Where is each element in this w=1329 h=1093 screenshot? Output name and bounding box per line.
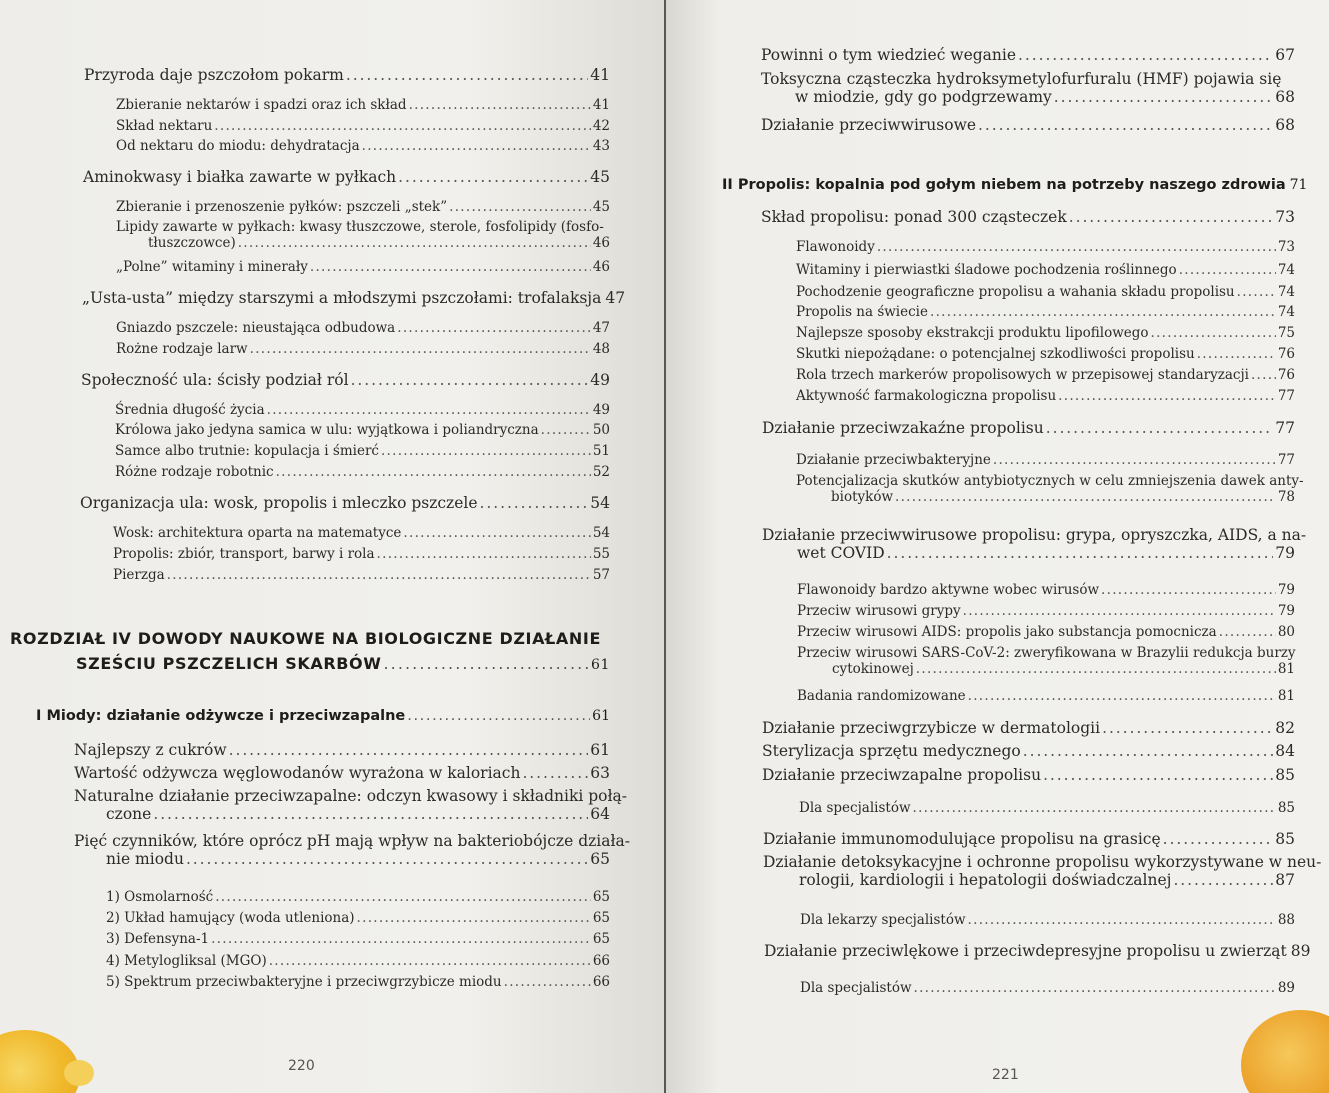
toc-entry: Zbieranie nektarów i spadzi oraz ich skład . . . 41 <box>116 97 610 113</box>
toc-entry: Działanie przeciwwirusowe . . . 68 <box>761 116 1295 134</box>
toc-entry: Społeczność ula: ścisły podział ról . . . 49 <box>81 371 610 389</box>
toc-entry: Działanie detoksykacyjne i ochronne propolisu wykorzystywane w neu- rologii, kardiologii i hepatologii doświadczalnej . . . 87 <box>763 853 1295 889</box>
toc-entry: Skład nektaru . . . 42 <box>116 118 610 134</box>
toc-entry: Powinni o tym wiedzieć weganie . . . 67 <box>761 46 1295 64</box>
toc-entry: Toksyczna cząsteczka hydroksymetylofurfuralu (HMF) pojawia się w miodzie, gdy go podgrzewamy . . . 68 <box>761 70 1295 106</box>
toc-entry: Pięć czynników, które oprócz pH mają wpływ na bakteriobójcze działa- nie miodu . . . 65 <box>74 832 610 868</box>
toc-entry: „Polne” witaminy i minerały . . . 46 <box>116 259 610 275</box>
toc-entry: Zbieranie i przenoszenie pyłków: pszczeli „stek” . . . 45 <box>116 199 610 215</box>
toc-entry: Lipidy zawarte w pyłkach: kwasy tłuszczowe, sterole, fosfolipidy (fosfo- tłuszczowce) . . . 46 <box>116 219 610 251</box>
honey-drop-decoration <box>1241 1010 1329 1093</box>
toc-entry: Średnia długość życia . . . 49 <box>115 402 610 418</box>
toc-entry: Flawonoidy bardzo aktywne wobec wirusów . . . 79 <box>797 582 1295 598</box>
toc-entry: Aktywność farmakologiczna propolisu . . . 77 <box>796 388 1295 404</box>
toc-entry: 1) Osmolarność . . . 65 <box>106 889 610 905</box>
toc-entry: Wosk: architektura oparta na matematyce . . . 54 <box>113 525 610 541</box>
toc-entry: Aminokwasy i białka zawarte w pyłkach . . . 45 <box>83 168 610 186</box>
toc-entry: Flawonoidy . . . 73 <box>796 239 1295 255</box>
toc-entry: „Usta-usta” między starszymi a młodszymi pszczołami: trofalaksja 47 <box>82 289 626 307</box>
toc-entry: Działanie przeciwwirusowe propolisu: grypa, opryszczka, AIDS, a na- wet COVID . . . 79 <box>762 526 1295 562</box>
toc-entry: Od nektaru do miodu: dehydratacja . . . 43 <box>116 138 610 154</box>
toc-entry: 2) Układ hamujący (woda utleniona) . . . 65 <box>106 910 610 926</box>
toc-entry: Samce albo trutnie: kopulacja i śmierć . . . 51 <box>115 443 610 459</box>
honey-drop-decoration <box>64 1060 94 1086</box>
toc-entry: Badania randomizowane . . . 81 <box>797 688 1295 704</box>
toc-entry: 3) Defensyna-1 . . . 65 <box>106 931 610 947</box>
toc-entry: Królowa jako jedyna samica w ulu: wyjątkowa i poliandryczna . . . 50 <box>115 422 610 438</box>
honey-drop-decoration <box>0 1030 80 1093</box>
toc-entry: Propolis na świecie . . . 74 <box>796 304 1295 320</box>
toc-entry: Dla specjalistów . . . 89 <box>800 980 1295 996</box>
toc-entry: Propolis: zbiór, transport, barwy i rola . . . 55 <box>113 546 610 562</box>
toc-entry: Działanie przeciwbakteryjne . . . 77 <box>796 452 1295 468</box>
toc-entry: Działanie przeciwzapalne propolisu . . . 85 <box>762 766 1295 784</box>
toc-entry: Witaminy i pierwiastki śladowe pochodzenia roślinnego . . . 74 <box>796 262 1295 278</box>
toc-entry: Naturalne działanie przeciwzapalne: odczyn kwasowy i składniki połą- czone . . . 64 <box>74 787 610 823</box>
toc-entry: Działanie przeciwgrzybicze w dermatologii . . . 82 <box>762 719 1295 737</box>
toc-entry: Skład propolisu: ponad 300 cząsteczek . . . 73 <box>761 208 1295 226</box>
page-number: 220 <box>288 1058 315 1074</box>
toc-entry: Potencjalizacja skutków antybiotycznych w celu zmniejszenia dawek anty- biotyków . . . 78 <box>796 473 1295 505</box>
toc-entry: Przeciw wirusowi SARS-CoV-2: zweryfikowana w Brazylii redukcja burzy cytokinowej . . . 81 <box>797 645 1295 677</box>
toc-entry: Dla lekarzy specjalistów . . . 88 <box>800 912 1295 928</box>
toc-entry: Różne rodzaje robotnic . . . 52 <box>115 464 610 480</box>
toc-entry: Najlepszy z cukrów . . . 61 <box>74 741 610 759</box>
toc-entry: Rożne rodzaje larw . . . 48 <box>116 341 610 357</box>
toc-entry: Najlepsze sposoby ekstrakcji produktu lipofilowego . . . 75 <box>796 325 1295 341</box>
section-heading: I Miody: działanie odżywcze i przeciwzapalne . . . 61 <box>36 708 610 724</box>
toc-entry: Działanie przeciwlękowe i przeciwdepresyjne propolisu u zwierząt 89 <box>764 942 1311 960</box>
left-page <box>0 0 664 1093</box>
toc-entry: Gniazdo pszczele: nieustająca odbudowa . . . 47 <box>116 320 610 336</box>
toc-entry: Działanie immunomodulujące propolisu na grasicę . . . 85 <box>763 830 1295 848</box>
toc-entry: Pierzga . . . 57 <box>113 567 610 583</box>
toc-entry: Skutki niepożądane: o potencjalnej szkodliwości propolisu . . . 76 <box>796 346 1295 362</box>
toc-entry: Działanie przeciwzakaźne propolisu . . . 77 <box>762 419 1295 437</box>
chapter-heading: ROZDZIAŁ IV DOWODY NAUKOWE NA BIOLOGICZNE DZIAŁANIE SZEŚCIU PSZCZELICH SKARBÓW . . . 61 <box>10 629 610 673</box>
right-page <box>666 0 1329 1093</box>
page-number: 221 <box>992 1067 1019 1083</box>
toc-entry: Pochodzenie geograficzne propolisu a wahania składu propolisu . . . 74 <box>796 284 1295 300</box>
toc-entry: Sterylizacja sprzętu medycznego . . . 84 <box>762 742 1295 760</box>
toc-entry: Dla specjalistów . . . 85 <box>799 800 1295 816</box>
toc-entry: 4) Metylogliksal (MGO) . . . 66 <box>106 953 610 969</box>
toc-entry: Wartość odżywcza węglowodanów wyrażona w kaloriach . . . 63 <box>74 764 610 782</box>
toc-entry: 5) Spektrum przeciwbakteryjne i przeciwgrzybicze miodu . . . 66 <box>106 974 610 990</box>
toc-entry: Organizacja ula: wosk, propolis i mleczko pszczele . . . 54 <box>80 494 610 512</box>
toc-entry: Rola trzech markerów propolisowych w przepisowej standaryzacji . . . 76 <box>796 367 1295 383</box>
toc-entry: Przeciw wirusowi grypy . . . 79 <box>797 603 1295 619</box>
toc-entry: Przeciw wirusowi AIDS: propolis jako substancja pomocnicza . . . 80 <box>797 624 1295 640</box>
section-heading: II Propolis: kopalnia pod gołym niebem na potrzeby naszego zdrowia 71 <box>722 177 1308 193</box>
toc-entry: Przyroda daje pszczołom pokarm . . . 41 <box>84 66 610 84</box>
